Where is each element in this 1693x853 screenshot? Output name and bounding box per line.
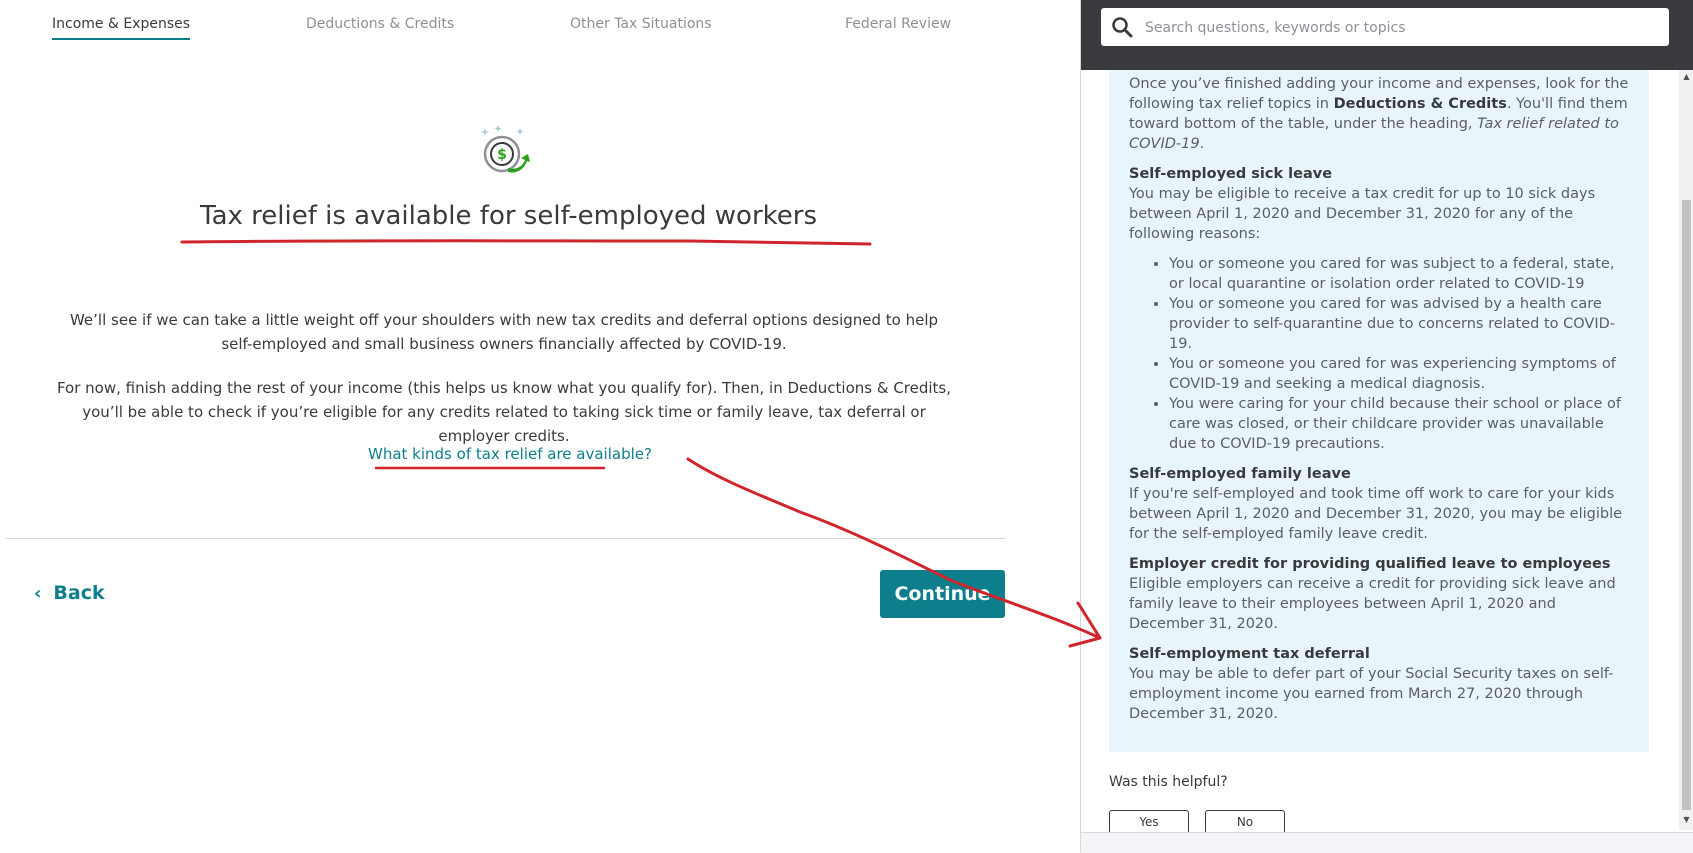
divider (6, 538, 1006, 539)
sick-leave-heading: Self-employed sick leave (1129, 166, 1333, 182)
family-leave-heading: Self-employed family leave (1129, 466, 1351, 482)
tab-income-expenses[interactable]: Income & Expenses (52, 16, 190, 40)
scroll-down-arrow-icon[interactable]: ▼ (1683, 815, 1690, 824)
help-article (1109, 70, 1649, 752)
sick-leave-section: Self-employed sick leave You may be eligible to receive a tax credit for up to 10 sick days between April 1, 2020 and December 31, 2020 for any of the following reasons: (1129, 164, 1629, 244)
feedback-yes-button[interactable]: Yes (1109, 810, 1189, 834)
help-scrollbar[interactable] (1679, 70, 1693, 830)
tab-federal-review[interactable]: Federal Review (845, 16, 952, 32)
panel-footer (1081, 832, 1693, 853)
progress-tabs (0, 0, 1010, 42)
svg-text:$: $ (497, 147, 507, 163)
tax-deferral-heading: Self-employment tax deferral (1129, 646, 1370, 662)
help-panel (1080, 0, 1693, 852)
deductions-credits-emphasis: Deductions & Credits (787, 379, 947, 397)
tax-deferral-section: Self-employment tax deferral You may be able to defer part of your Social Security taxes on self-employment income you earned from March 27, 2020 through December 31, 2020. (1129, 644, 1629, 724)
tax-relief-help-link[interactable]: What kinds of tax relief are available? (368, 445, 652, 463)
list-item: • You or someone you cared for was advised by a health care provider to self-quarantine due to concerns related to COVID-19. (1169, 294, 1629, 354)
scroll-thumb[interactable] (1682, 200, 1691, 810)
list-item: • You or someone you cared for was subject to a federal, state, or local quarantine or isolation order related to COVID-19 (1169, 254, 1629, 294)
employer-credit-section: Employer credit for providing qualified leave to employees Eligible employers can receive a credit for providing sick leave and family leave to their employees between April 1, 2020 and December 31, 2020. (1129, 554, 1629, 634)
list-item: • You or someone you cared for was experiencing symptoms of COVID-19 and seeking a medical diagnosis. (1169, 354, 1629, 394)
family-leave-section: Self-employed family leave If you're self-employed and took time off work to care for your kids between April 1, 2020 and December 31, 2020, you may be eligible for the self-employed family leave credit. (1129, 464, 1629, 544)
instruction-paragraph: For now, finish adding the rest of your income (this helps us know what you qualify for). Then, in Deductions & Credits, you’ll be able to check if you’re eligible for any credits related to taking sick time or family leave, tax deferral or employer credits. (56, 379, 952, 445)
tab-other-tax-situations[interactable]: Other Tax Situations (570, 16, 712, 32)
help-article-content (1129, 74, 1629, 734)
list-item: • You were caring for your child because their school or place of care was closed, or their childcare provider was unavailable due to COVID-19 precautions. (1169, 394, 1629, 454)
intro-paragraph: We’ll see if we can take a little weight off your shoulders with new tax credits and deferral options designed to help self-employed and small business owners financially affected by COVID-19. (69, 311, 939, 353)
feedback-question: Was this helpful? (1109, 774, 1228, 790)
dollar-coin-icon (478, 124, 534, 180)
tab-deductions-credits[interactable]: Deductions & Credits (306, 16, 455, 32)
back-button[interactable]: ‹ Back (34, 582, 105, 604)
help-intro: Once you’ve finished adding your income and expenses, look for the following tax relief topics in Deductions & Credits. You'll find them toward bottom of the table, under the heading, Tax relief related to COVID-19. (1129, 76, 1629, 152)
search-icon (1111, 16, 1133, 38)
scroll-up-arrow-icon[interactable]: ▲ (1683, 72, 1690, 81)
page-title: Tax relief is available for self-employed workers (200, 201, 818, 231)
continue-button[interactable]: Continue (880, 570, 1005, 618)
chevron-left-icon: ‹ (34, 583, 42, 604)
employer-credit-heading: Employer credit for providing qualified leave to employees (1129, 556, 1611, 572)
feedback-no-button[interactable]: No (1205, 810, 1285, 834)
search-input[interactable] (1143, 8, 1657, 48)
search-header (1081, 0, 1693, 70)
search-box[interactable] (1101, 8, 1669, 46)
sick-leave-reasons (1129, 254, 1629, 454)
